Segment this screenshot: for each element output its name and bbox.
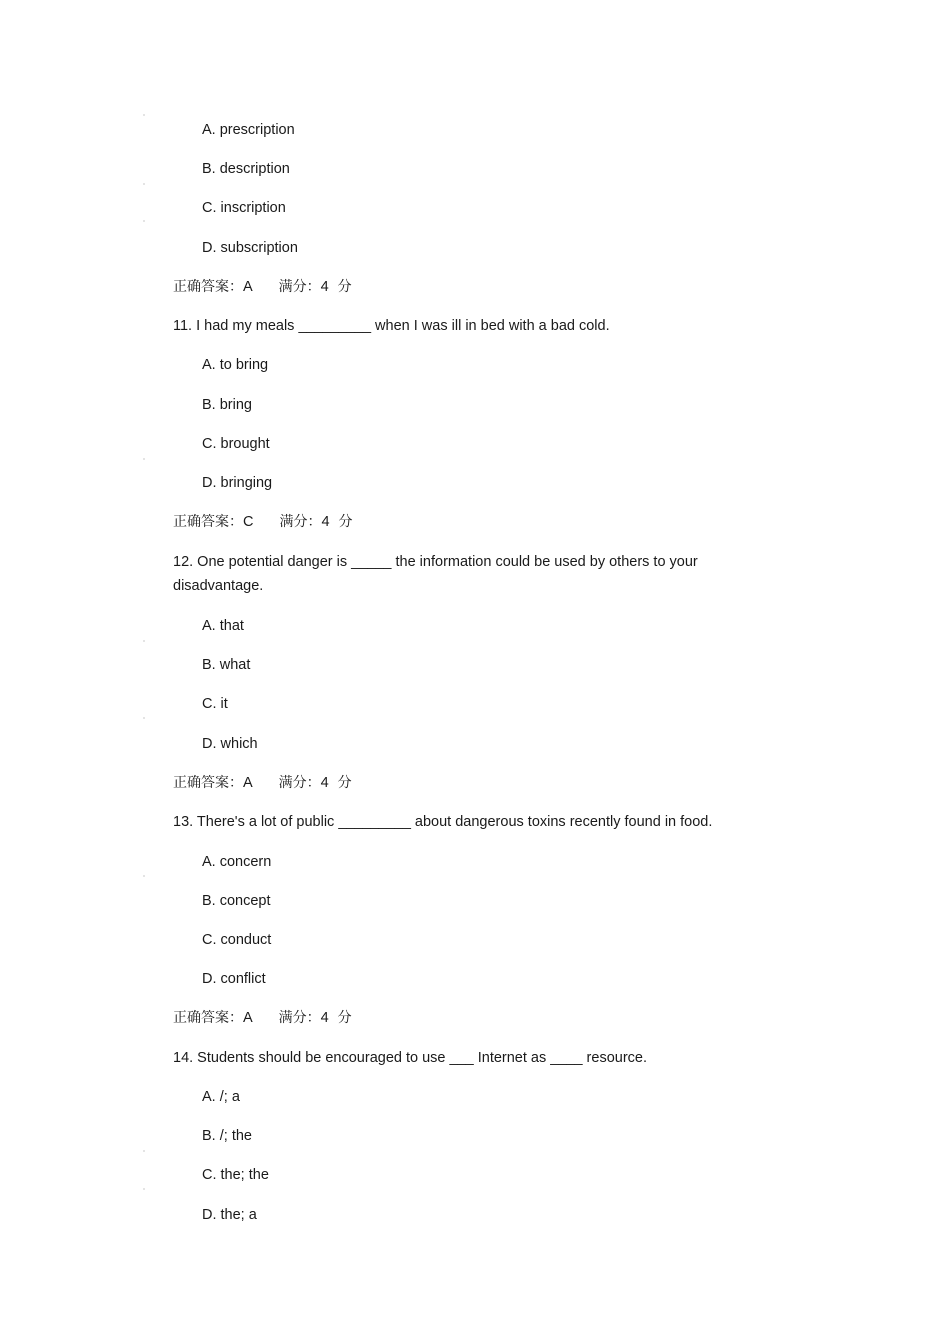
margin-mark: [143, 717, 145, 719]
answer-label: 正确答案：: [173, 1010, 243, 1026]
answer-line: [173, 513, 352, 531]
option-a: A. prescription: [202, 122, 295, 138]
margin-mark: [143, 114, 145, 116]
answer-label: 正确答案：: [173, 514, 243, 530]
score-value: 4: [320, 1010, 329, 1026]
option-a: A. that: [202, 618, 244, 634]
answer-line: [173, 278, 352, 296]
option-d: D. conflict: [202, 971, 266, 987]
score-unit: 分: [337, 1010, 352, 1026]
option-c: C. conduct: [202, 932, 272, 948]
option-b: B. bring: [202, 397, 252, 413]
option-b: B. what: [202, 657, 251, 673]
option-b: B. /; the: [202, 1128, 252, 1144]
option-d: D. subscription: [202, 240, 298, 256]
score-label: 满分：: [278, 279, 321, 295]
score-value: 4: [321, 514, 330, 530]
answer-line: [173, 1009, 352, 1027]
margin-mark: [143, 458, 145, 460]
answer-value: C: [243, 514, 254, 530]
answer-value: A: [243, 1010, 253, 1026]
question-12-continued: disadvantage.: [173, 578, 264, 594]
question-14: 14. Students should be encouraged to use ___ Internet as ____ resource.: [173, 1050, 648, 1066]
margin-mark: [143, 183, 145, 185]
answer-line: [173, 774, 352, 792]
margin-mark: [143, 1150, 145, 1152]
option-c: C. inscription: [202, 200, 286, 216]
answer-label: 正确答案：: [173, 279, 243, 295]
margin-mark: [143, 1188, 145, 1190]
option-a: A. to bring: [202, 357, 269, 373]
question-12: 12. One potential danger is _____ the information could be used by others to your: [173, 554, 698, 570]
option-d: D. which: [202, 736, 258, 752]
option-c: C. the; the: [202, 1167, 269, 1183]
question-11: 11. I had my meals _________ when I was ill in bed with a bad cold.: [173, 318, 610, 334]
margin-mark: [143, 640, 145, 642]
option-c: C. brought: [202, 436, 270, 452]
score-label: 满分：: [278, 1010, 321, 1026]
question-13: 13. There's a lot of public _________ about dangerous toxins recently found in food.: [173, 814, 713, 830]
answer-value: A: [243, 775, 253, 791]
answer-value: A: [243, 279, 253, 295]
score-value: 4: [320, 279, 329, 295]
option-c: C. it: [202, 696, 228, 712]
option-d: D. the; a: [202, 1207, 257, 1223]
option-b: B. concept: [202, 893, 271, 909]
option-b: B. description: [202, 161, 290, 177]
margin-mark: [143, 220, 145, 222]
option-a: A. /; a: [202, 1089, 240, 1105]
margin-mark: [143, 875, 145, 877]
score-value: 4: [320, 775, 329, 791]
score-label: 满分：: [279, 514, 322, 530]
option-d: D. bringing: [202, 475, 273, 491]
score-unit: 分: [338, 514, 353, 530]
option-a: A. concern: [202, 854, 272, 870]
answer-label: 正确答案：: [173, 775, 243, 791]
score-unit: 分: [337, 279, 352, 295]
score-label: 满分：: [278, 775, 321, 791]
score-unit: 分: [337, 775, 352, 791]
